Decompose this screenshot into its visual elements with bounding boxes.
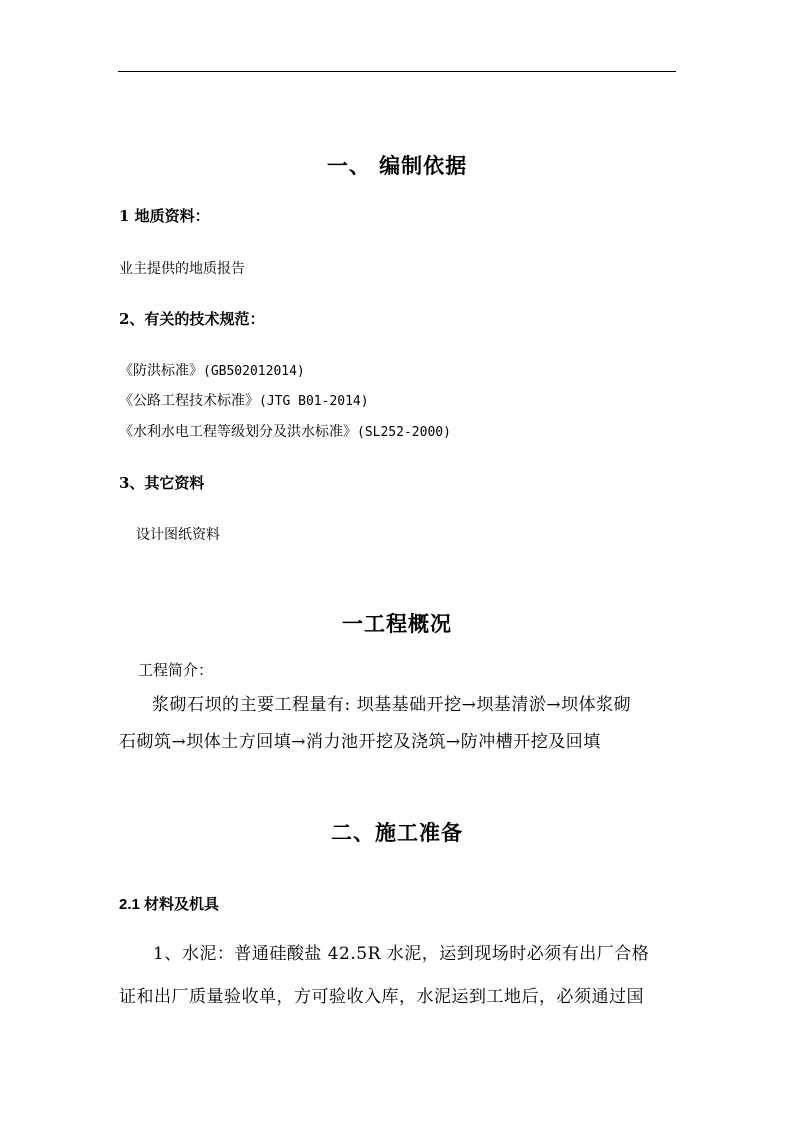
standard-code: (JTG B01-2014): [259, 394, 369, 409]
section-title-preparation: 二、施工准备: [331, 820, 463, 845]
standard-item: [119, 421, 451, 441]
standard-name: 《水利水电工程等级划分及洪水标准》: [119, 424, 357, 440]
materials-line-2: 证和出厂质量验收单，方可验收入库，水泥运到工地后，必须通过国: [119, 987, 644, 1007]
standard-item: [119, 360, 305, 380]
standard-code: (SL252-2000): [357, 425, 451, 440]
heading-other: 3、其它资料: [119, 474, 205, 492]
header-rule: [118, 71, 676, 72]
section-title-basis: 一、 编制依据: [326, 153, 468, 178]
standard-name: 《公路工程技术标准》: [119, 393, 259, 409]
overview-line-1: 浆砌石坝的主要工程量有: 坝基基础开挖→坝基清淤→坝体浆砌: [152, 695, 632, 715]
overview-intro-label: 工程简介：: [138, 661, 214, 679]
heading-geology: 1 地质资料：: [119, 207, 210, 225]
overview-line-2: 石砌筑→坝体土方回填→消力池开挖及浇筑→防冲槽开挖及回填: [119, 732, 601, 752]
heading-standards: 2、有关的技术规范：: [119, 310, 265, 328]
standard-name: 《防洪标准》: [119, 363, 203, 379]
section-title-overview: 一工程概况: [342, 611, 452, 636]
other-text: 设计图纸资料: [136, 527, 220, 543]
standard-item: [119, 390, 369, 410]
standard-code: (GB502012014): [203, 364, 305, 379]
geology-text: 业主提供的地质报告: [119, 261, 245, 277]
heading-materials: 2.1 材料及机具: [119, 896, 220, 913]
materials-line-1: 1、水泥：普通硅酸盐 42.5R 水泥，运到现场时必须有出厂合格: [153, 944, 650, 964]
